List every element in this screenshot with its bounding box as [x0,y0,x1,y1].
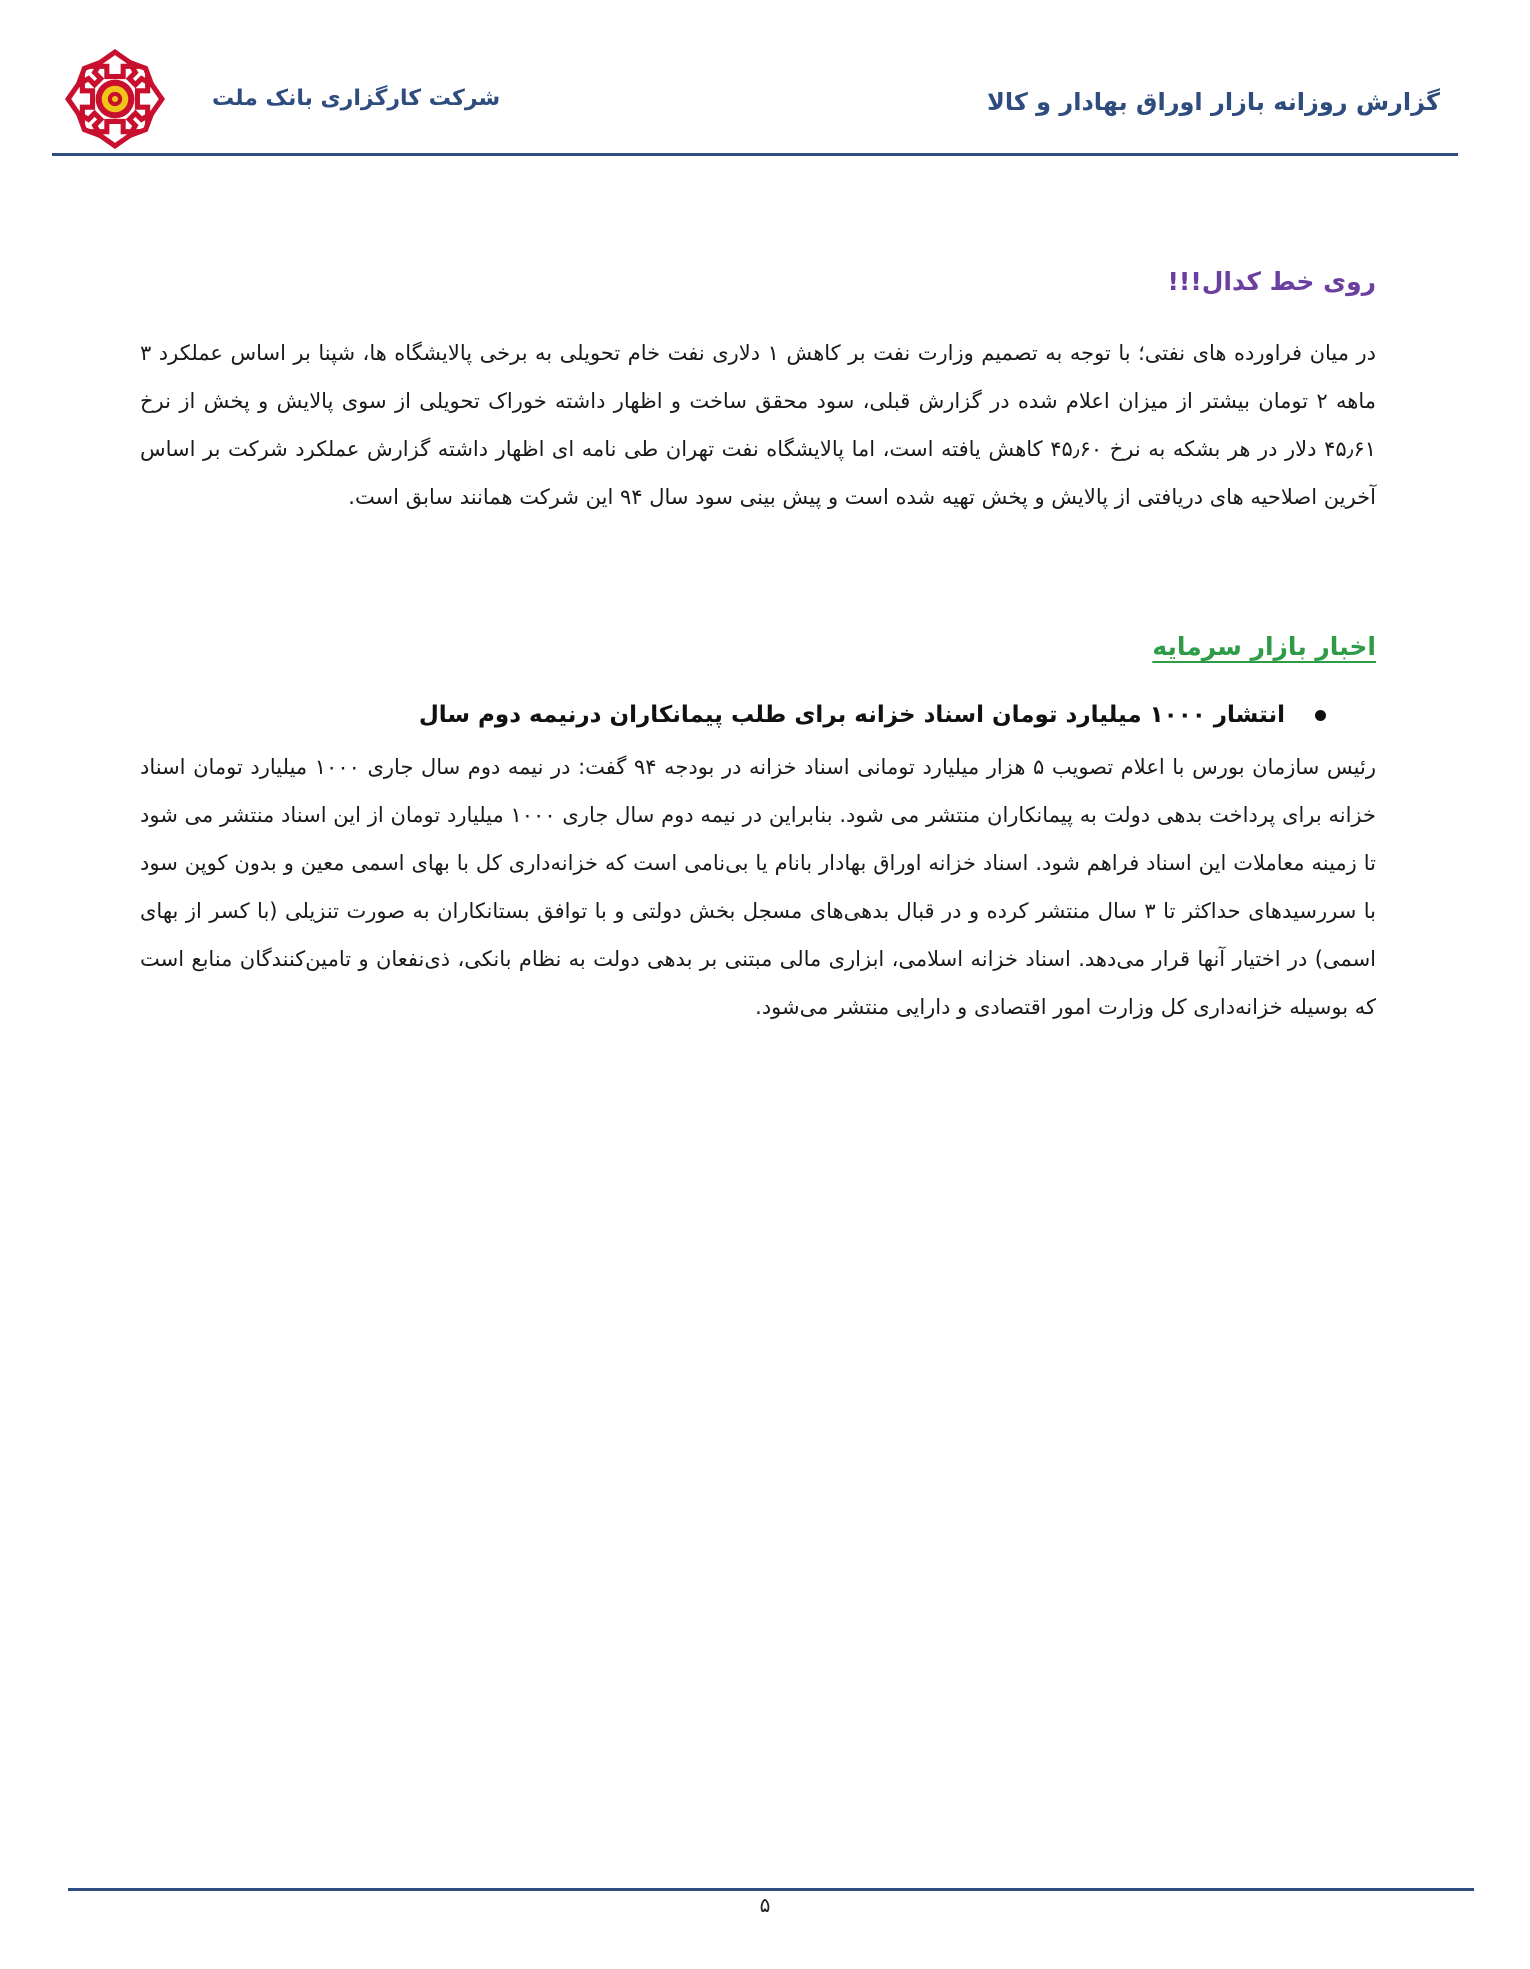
codal-paragraph: در میان فراورده های نفتی؛ با توجه به تصمیم وزارت نفت بر کاهش ۱ دلاری نفت خام تحویلی به برخی پالایشگاه ها، شپنا بر اساس عملکرد ۳ ماهه ۲ تومان بیشتر از میزان اعلام شده در گزارش قبلی، سود محقق ساخت و اظهار داشته خوراک تحویلی از سوی پالایش و پخش از نرخ ۴۵٫۶۱ دلار در هر بشکه به نرخ ۴۵٫۶۰ کاهش یافته است، اما پالایشگاه نفت تهران طی نامه ای اظهار داشته گزارش عملکرد شرکت بر اساس آخرین اصلاحیه های دریافتی از پالایش و پخش تهیه شده است و پیش بینی سود سال ۹۴ این شرکت همانند سابق است. [140,341,1376,509]
codal-section-heading: روی خط کدال!!! [1167,267,1376,296]
bank-mellat-logo [64,48,166,150]
footer-divider [68,1888,1474,1891]
report-title: گزارش روزانه بازار اوراق بهادار و کالا [986,88,1440,116]
news-paragraph: رئیس سازمان بورس با اعلام تصویب ۵ هزار میلیارد تومانی اسناد خزانه در بودجه ۹۴ گفت: در نیمه دوم سال جاری ۱۰۰۰ میلیارد تومان اسناد خزانه برای پرداخت بدهی دولت به پیمانکاران منتشر می شود. بنابراین در نیمه دوم سال جاری ۱۰۰۰ میلیارد تومان از این اسناد منتشر می شود تا زمینه معاملات این اسناد فراهم شود. اسناد خزانه اوراق بهادار بانام یا بی‌نامی است که خزانه‌داری کل با بهای اسمی معین و بدون کوپن سود با سررسیدهای حداکثر تا ۳ سال منتشر کرده و در قبال بدهی‌های مسجل بخش دولتی و با توافق بستانکاران به صورت تنزیلی (با کسر از بهای اسمی) در اختیار آنها قرار می‌دهد. اسناد خزانه اسلامی، ابزاری مالی مبتنی بر بدهی دولت به نظام بانکی، ذی‌نفعان و تامین‌کنندگان منابع است که بوسیله خزانه‌داری کل وزارت امور اقتصادی و دارایی منتشر می‌شود. [140,755,1376,1019]
capital-market-news-heading: اخبار بازار سرمایه [1152,632,1376,661]
header-divider [52,153,1458,156]
bullet-icon [1315,710,1326,721]
page-number: ۵ [759,1893,771,1917]
news-item [140,691,1376,739]
page-content [140,255,1376,1031]
page-header [52,40,1452,155]
company-name: شرکت کارگزاری بانک ملت [212,86,501,111]
news-title: انتشار ۱۰۰۰ میلیارد تومان اسناد خزانه برای طلب پیمانکاران درنیمه دوم سال [418,702,1285,728]
